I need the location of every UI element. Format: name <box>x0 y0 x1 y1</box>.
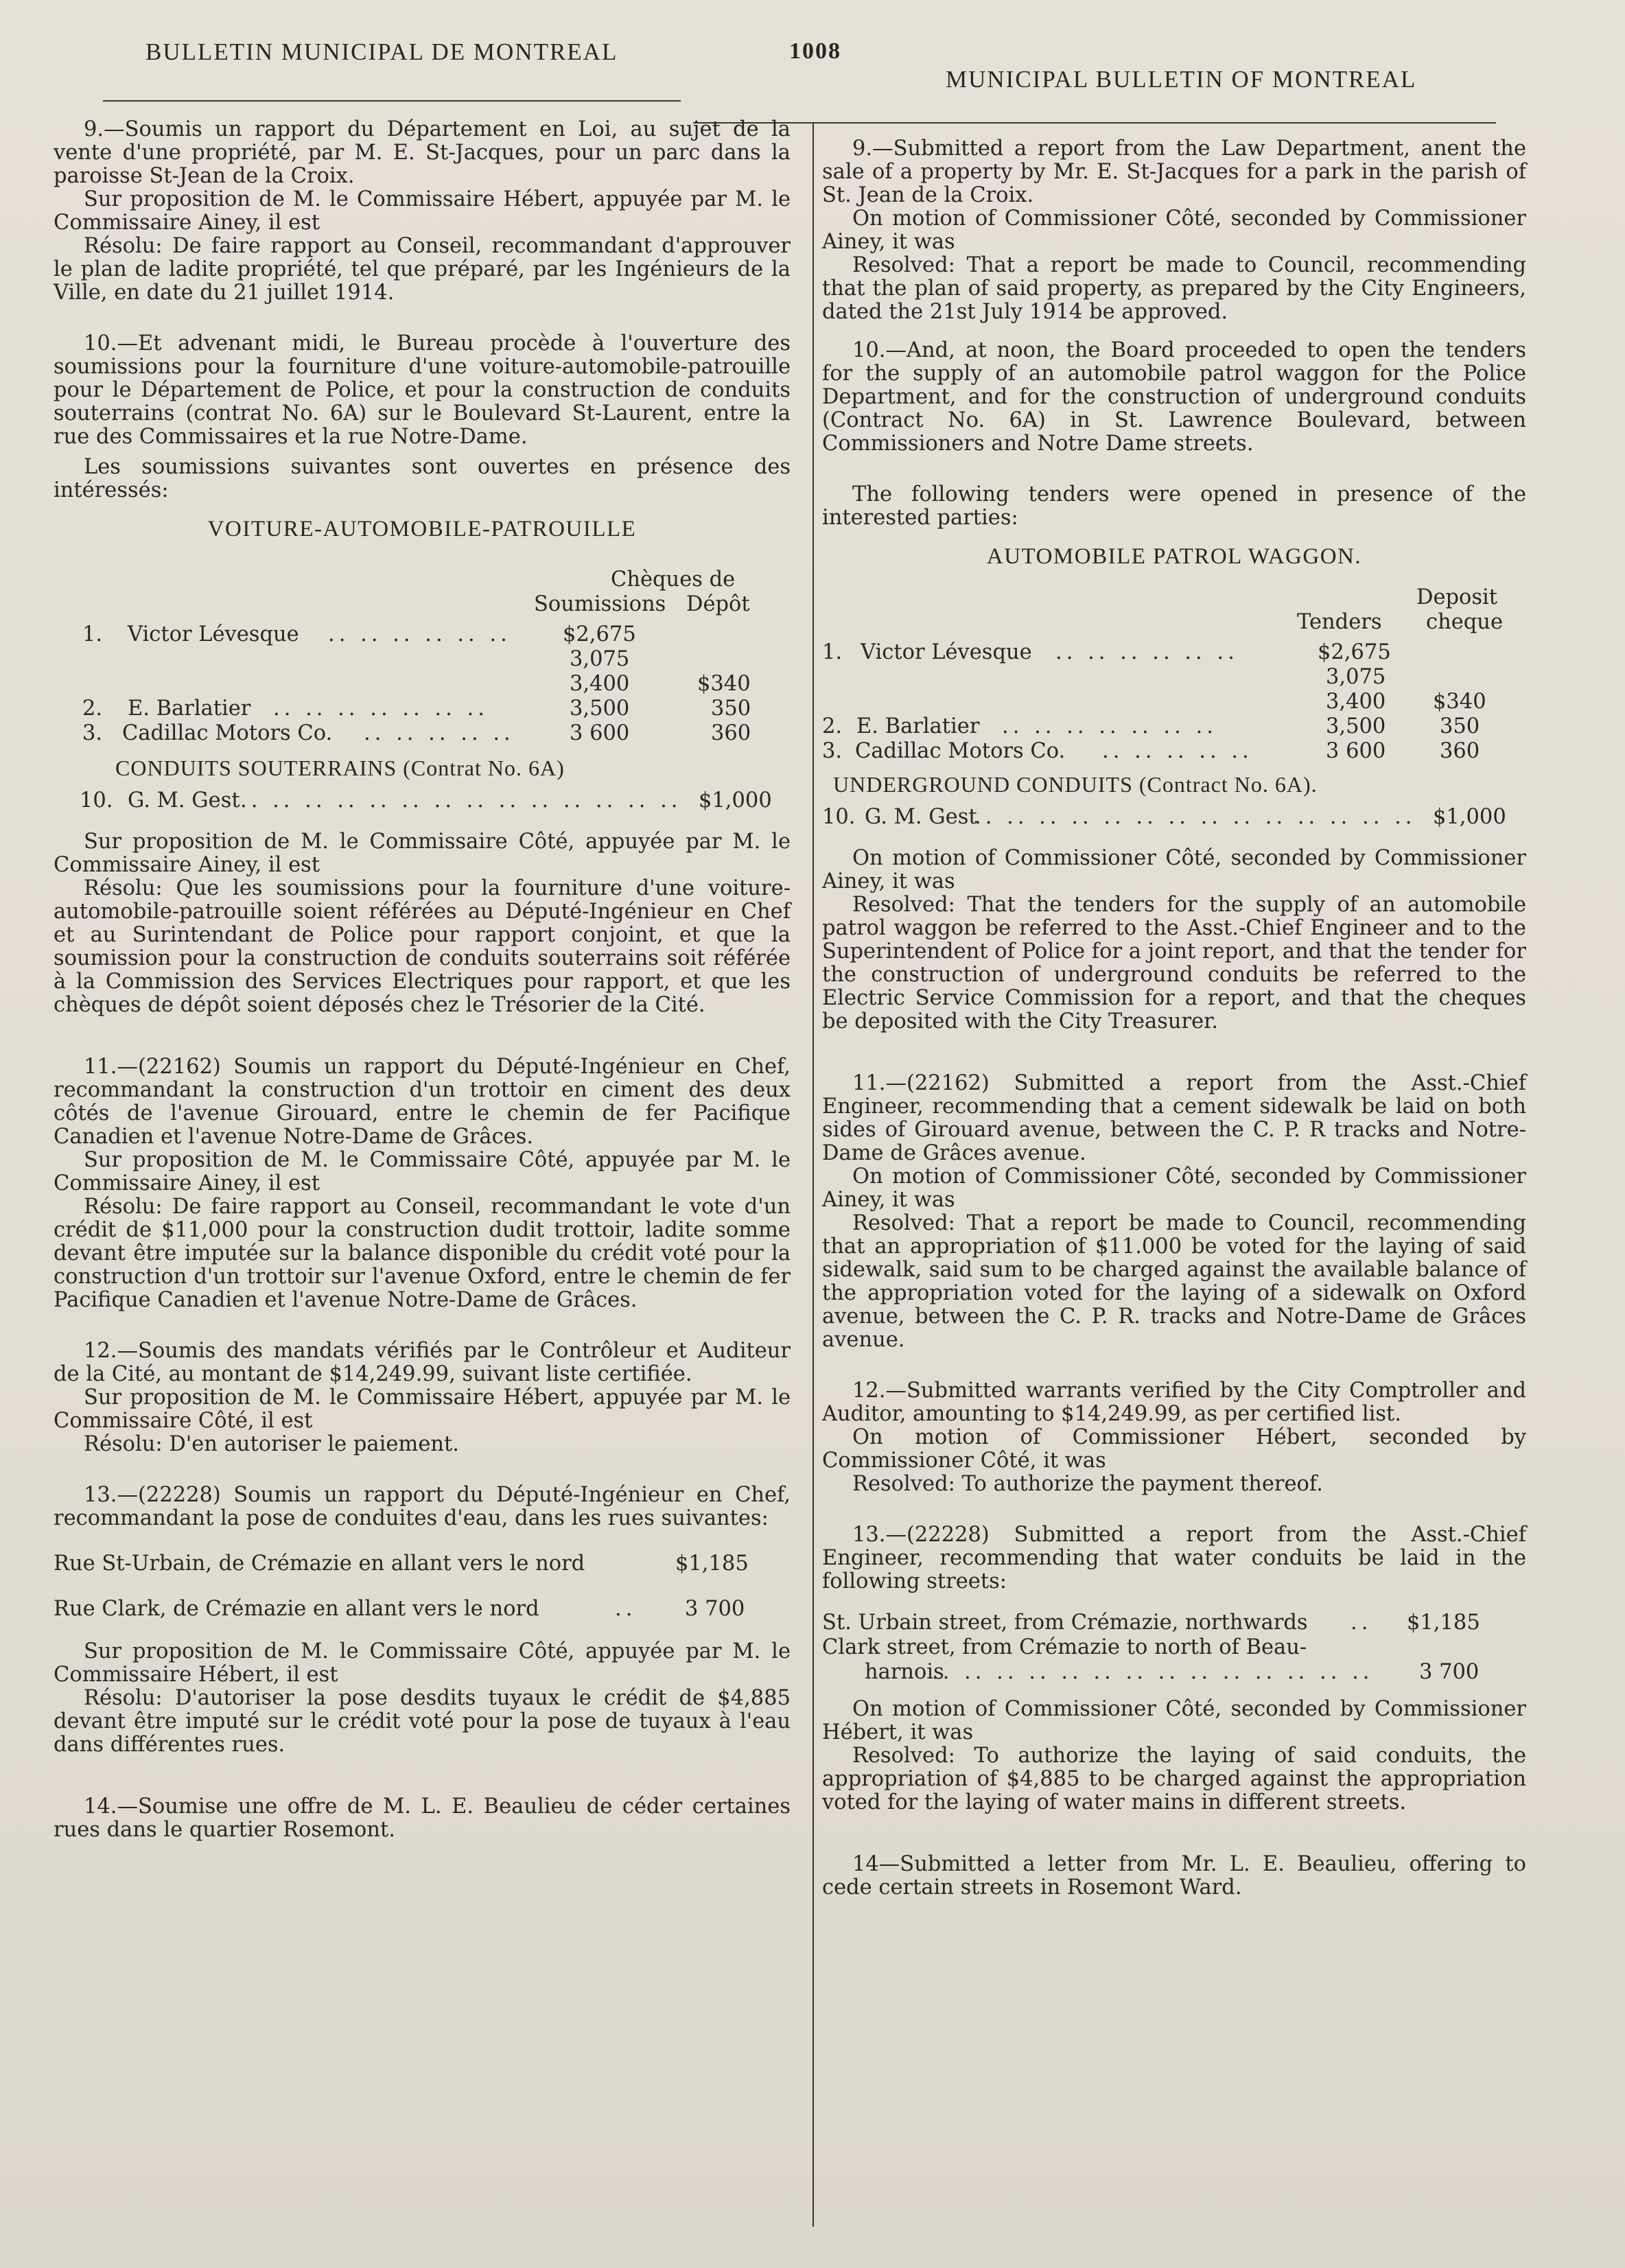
fr-item-10-motion: Sur proposition de M. le Commissaire Côté, appuyée par M. le Commissaire Ainey, il est <box>54 830 791 877</box>
fr-item-12-resolution: Résolu: D'en autoriser le paiement. <box>84 1432 459 1456</box>
fr-item-11-text: 11.—(22162) Soumis un rapport du Député-Ingénieur en Chef, recommandant la construction d'un trottoir en ciment des deux côtés de l'avenue Girouard, entre le chemin de fer Pacifique Canadien et l'avenue Notre-Dame de Grâces. <box>54 1055 791 1149</box>
page-number: 1008 <box>789 38 841 64</box>
en-item-11-motion: On motion of Commissioner Côté, seconded by Commissioner Ainey, it was <box>822 1165 1526 1212</box>
header-left: BULLETIN MUNICIPAL DE MONTREAL <box>145 38 618 65</box>
en-item-12-resolution: Resolved: To authorize the payment thereof. <box>852 1472 1323 1496</box>
en-tender-2-num: 2. <box>822 714 843 738</box>
fr-tender-1-name: Victor Lévesque <box>128 622 299 646</box>
fr-item-10-resolution: Résolu: Que les soumissions pour la fourniture d'une voiture-automobile-patrouille soient référées au Député-Ingénieur en Chef et au Surintendant de Police pour rapport conjoint, et que la soumission pour la construction de conduits souterrains soit référée à la Commission des Services Electriques pour rapport, et que les chèques de dépôt soient déposés chez le Trésorier de la Cité. <box>54 876 791 1017</box>
en-header-deposit: Deposit <box>1416 585 1498 609</box>
en-tender-3-num: 3. <box>822 739 843 763</box>
fr-item-13-resolution: Résolu: D'autoriser la pose desdits tuyaux le crédit de $4,885 devant être imputé sur le crédit voté pour la pose de tuyaux à l'eau dans différentes rues. <box>54 1686 791 1757</box>
en-item-9-motion: On motion of Commissioner Côté, seconded by Commissioner Ainey, it was <box>822 207 1526 254</box>
fr-header-soumissions: Soumissions <box>534 592 666 616</box>
en-street-2-cont: harnois <box>865 1660 944 1684</box>
en-conduit-amount: $1,000 <box>1433 805 1506 829</box>
fr-item-10-text: 10.—Et advenant midi, le Bureau procède à l'ouverture des soumissions pour la fourniture d'une voiture-automobile-patrouille pour le Département de Police, et pour la construction de conduits souterrains (contrat No. 6A) sur le Boulevard St-Laurent, entre la rue des Commissaires et la rue Notre-Dame. <box>54 331 791 449</box>
en-tender-2-name: E. Barlatier <box>856 714 980 738</box>
en-street-1-amount: $1,185 <box>1407 1611 1480 1635</box>
en-tender-1-num: 1. <box>822 640 843 664</box>
en-item-9-text: 9.—Submitted a report from the Law Department, anent the sale of a property by Mr. E. St-Jacques for a park in the parish of St. Jean de la Croix. <box>822 137 1526 207</box>
fr-tender-3-deposit: 360 <box>711 721 751 745</box>
french-column: 9.—Soumis un rapport du Département en Loi, au sujet de la vente d'une propriété, par M. E. St-Jacques, pour un parc dans la paroisse St-Jean de la Croix. Sur proposition de M. le Commissaire Hébert, appuyée par M. le Commissaire Ainey, il est Résolu: De faire rapport au Conseil, recommandant d'approuver le plan de ladite propriété, tel que préparé, par les Ingénieurs de la Ville, en date du 21 juillet 1914. 10.—Et advenant midi, le Bureau procède à l'ouverture des soumissions pour la fourniture d'une voiture-automobile-patrouille pour le Département de Police, et pour la construction de conduits souterrains (contrat No. 6A) sur le Boulevard St-Laurent, entre la rue des Commissaires et la rue Notre-Dame. Les soumissions suivantes sont ouvertes en présence des intéressés: VOITURE-AUTOMOBILE-PATROUILLE Chèques de Soumissions Dépôt 1. Victor Lévesque .. .. .. .. .. .. $2,675 3,075 3,400 $340 2. E. Barlatier .. .. .. .. .. .. .. 3,500 350 3. Cadillac Motors Co. .. .. .. .. .. 3 600 360 CONDUITS SOUTERRAINS (Contrat No. 6A) 10. G. M. Gest .. .. .. .. .. .. .. .. .. .. .. .. .. .. $1,000 Sur proposition de M. le Commissaire Côté, appuyée par M. le Commissaire Ainey, il est Résolu: Que les soumissions pour la fourniture d'une voiture-automobile-patrouille soient référées au Député-Ingénieur en Chef et au Surintendant de Police pour rapport conjoint, et que la soumission pour la construction de conduits souterrains soit référée à la Commission des Services Electriques pour rapport, et que les chèques de dépôt soient déposés chez le Trésorier de la Cité. 11.—(22162) Soumis un rapport du Député-Ingénieur en Chef, recommandant la construction d'un trottoir en ciment des deux côtés de l'avenue Girouard, entre le chemin de fer Pacifique Canadien et l'avenue Notre-Dame de Grâces. Sur proposition de M. le Commissaire Côté, appuyée par M. le Commissaire Ainey, il est Résolu: De faire rapport au Conseil, recommandant le vote d'un crédit de $11,000 pour la construction dudit trottoir, ladite somme devant être imputée sur la balance disponible du crédit voté pour la construction d'un trottoir sur l'avenue Oxford, entre le chemin de fer Pacifique Canadien et l'avenue Notre-Dame de Grâces. 12.—Soumis des mandats vérifiés par le Contrôleur et Auditeur de la Cité, au montant de $14,249.99, suivant liste certifiée. Sur proposition de M. le Commissaire Hébert, appuyée par M. le Commissaire Côté, il est Résolu: D'en autoriser le paiement. 13.—(22228) Soumis un rapport du Député-Ingénieur en Chef, recommandant la pose de conduites d'eau, dans les rues suivantes: Rue St-Urbain, de Crémazie en allant vers le nord $1,185 Rue Clark, de Crémazie en allant vers le nord .. 3 700 Sur proposition de M. le Commissaire Côté, appuyée par M. le Commissaire Hébert, il est Résolu: D'autoriser la pose desdits tuyaux le crédit de $4,885 devant être imputé sur le crédit voté pour la pose de tuyaux à l'eau dans différentes rues. 14.—Soumise une offre de M. L. E. Beaulieu de céder certaines rues dans le quartier Rosemont. <box>54 117 791 1842</box>
fr-item-11-resolution: Résolu: De faire rapport au Conseil, recommandant le vote d'un crédit de $11,000 pour la construction dudit trottoir, ladite somme devant être imputée sur la balance disponible du crédit voté pour la construction d'un trottoir sur l'avenue Oxford, entre le chemin de fer Pacifique Canadien et l'avenue Notre-Dame de Grâces. <box>54 1195 791 1312</box>
en-item-11-resolution: Resolved: That a report be made to Council, recommending that an appropriation of $11.000 be voted for the laying of said sidewalk, said sum to be charged against the available balance of the appropriation voted for the laying of a sidewalk on Oxford avenue, between the C. P. R. tracks and Notre-Dame de Grâces avenue. <box>822 1211 1526 1352</box>
en-section-patrol: AUTOMOBILE PATROL WAGGON. <box>986 544 1362 569</box>
fr-header-cheques: Chèques de <box>611 568 736 592</box>
en-tender-1-amount-2: 3,075 <box>1326 665 1386 689</box>
fr-tender-1-deposit: $340 <box>697 672 751 696</box>
en-section-conduits: UNDERGROUND CONDUITS (Contract No. 6A). <box>833 772 1318 797</box>
en-item-12-motion: On motion of Commissioner Hébert, seconded by Commissioner Côté, it was <box>822 1425 1526 1473</box>
fr-conduit-name: G. M. Gest <box>128 788 240 812</box>
en-item-10-motion: On motion of Commissioner Côté, seconded by Commissioner Ainey, it was <box>822 846 1526 893</box>
en-tender-3-name: Cadillac Motors Co. <box>855 739 1066 763</box>
en-tender-1-amount-3: 3,400 <box>1326 690 1386 714</box>
fr-item-9-text: 9.—Soumis un rapport du Département en Loi, au sujet de la vente d'une propriété, par M. E. St-Jacques, pour un parc dans la paroisse St-Jean de la Croix. <box>54 117 791 188</box>
fr-tender-2-amount: 3,500 <box>570 697 630 721</box>
en-header-tenders: Tenders <box>1297 610 1382 634</box>
en-item-10-resolution: Resolved: That the tenders for the supply of an automobile patrol waggon be referred to the Asst.-Chief Engineer and to the Superintendent of Police for a joint report, and that the tender for the construction of underground conduits be referred to the Electric Service Commission for a report, and that the cheques be deposited with the City Treasurer. <box>822 893 1526 1033</box>
fr-item-14-text: 14.—Soumise une offre de M. L. E. Beaulieu de céder certaines rues dans le quartier Rosemont. <box>54 1794 791 1842</box>
en-tender-1-name: Victor Lévesque <box>861 640 1032 664</box>
en-tender-2-amount: 3,500 <box>1326 714 1386 738</box>
fr-tender-2-name: E. Barlatier <box>128 697 251 721</box>
en-tender-2-deposit: 350 <box>1440 714 1480 738</box>
fr-item-11-motion: Sur proposition de M. le Commissaire Côté, appuyée par M. le Commissaire Ainey, il est <box>54 1148 791 1195</box>
en-item-10-text: 10.—And, at noon, the Board proceeded to open the tenders for the supply of an automobile patrol waggon for the Police Department, and for the construction of underground conduits (Contract No. 6A) in St. Lawrence Boulevard, between Commissioners and Notre Dame streets. <box>822 338 1526 456</box>
fr-item-9-motion: Sur proposition de M. le Commissaire Hébert, appuyée par M. le Commissaire Ainey, il est <box>54 187 791 235</box>
en-street-2: Clark street, from Crémazie to north of Beau- <box>822 1635 1307 1659</box>
fr-item-13-motion: Sur proposition de M. le Commissaire Côté, appuyée par M. le Commissaire Hébert, il est <box>54 1639 791 1687</box>
fr-tender-3-num: 3. <box>82 721 103 745</box>
en-tender-1-deposit: $340 <box>1433 690 1486 714</box>
fr-street-2: Rue Clark, de Crémazie en allant vers le nord <box>54 1597 539 1621</box>
fr-item-13-text: 13.—(22228) Soumis un rapport du Député-Ingénieur en Chef, recommandant la pose de conduites d'eau, dans les rues suivantes: <box>54 1483 791 1530</box>
column-divider <box>812 124 814 2227</box>
en-item-13-resolution: Resolved: To authorize the laying of said conduits, the appropriation of $4,885 to be charged against the appropriation voted for the laying of water mains in different streets. <box>822 1744 1526 1814</box>
en-street-2-amount: 3 700 <box>1419 1660 1480 1684</box>
fr-tender-1-amount-1: $2,675 <box>563 622 636 646</box>
en-item-14-text: 14—Submitted a letter from Mr. L. E. Beaulieu, offering to cede certain streets in Rosemont Ward. <box>822 1852 1526 1899</box>
en-item-11-text: 11.—(22162) Submitted a report from the Asst.-Chief Engineer, recommending that a cement sidewalk be laid on both sides of Girouard avenue, between the C. P. R tracks and Notre-Dame de Grâces avenue. <box>822 1071 1526 1165</box>
fr-tender-2-num: 2. <box>82 697 103 721</box>
fr-street-1: Rue St-Urbain, de Crémazie en allant vers le nord <box>54 1552 585 1576</box>
fr-header-depot: Dépôt <box>686 592 750 616</box>
fr-section-conduits: CONDUITS SOUTERRAINS (Contrat No. 6A) <box>115 756 565 780</box>
fr-item-9-resolution: Résolu: De faire rapport au Conseil, recommandant d'approuver le plan de ladite propriété, tel que préparé, par les Ingénieurs de la Ville, en date du 21 juillet 1914. <box>54 234 791 305</box>
en-item-9-resolution: Resolved: That a report be made to Council, recommending that the plan of said property, as prepared by the City Engineers, dated the 21st July 1914 be approved. <box>822 253 1526 324</box>
en-conduit-num: 10. <box>822 805 856 829</box>
fr-tender-1-amount-2: 3,075 <box>570 647 630 671</box>
fr-street-2-amount: 3 700 <box>685 1597 745 1621</box>
en-header-cheque: cheque <box>1426 610 1503 634</box>
en-tender-3-amount: 3 600 <box>1326 739 1386 763</box>
fr-conduit-num: 10. <box>80 788 113 812</box>
en-tender-1-amount-1: $2,675 <box>1318 640 1391 664</box>
header-rule-left <box>103 100 681 102</box>
english-column: 9.—Submitted a report from the Law Department, anent the sale of a property by Mr. E. St-Jacques for a park in the parish of St. Jean de la Croix. On motion of Commissioner Côté, seconded by Commissioner Ainey, it was Resolved: That a report be made to Council, recommending that the plan of said property, as prepared by the City Engineers, dated the 21st July 1914 be approved. 10.—And, at noon, the Board proceeded to open the tenders for the supply of an automobile patrol waggon for the Police Department, and for the construction of underground conduits (Contract No. 6A) in St. Lawrence Boulevard, between Commissioners and Notre Dame streets. The following tenders were opened in presence of the interested parties: AUTOMOBILE PATROL WAGGON. Deposit Tenders cheque 1. Victor Lévesque .. .. .. .. .. .. $2,675 3,075 3,400 $340 2. E. Barlatier .. .. .. .. .. .. .. 3,500 350 3. Cadillac Motors Co. .. .. .. .. .. 3 600 360 UNDERGROUND CONDUITS (Contract No. 6A). 10. G. M. Gest .. .. .. .. .. .. .. .. .. .. .. .. .. .. $1,000 On motion of Commissioner Côté, seconded by Commissioner Ainey, it was Resolved: That the tenders for the supply of an automobile patrol waggon be referred to the Asst.-Chief Engineer and to the Superintendent of Police for a joint report, and that the tender for the construction of underground conduits be referred to the Electric Service Commission for a report, and that the cheques be deposited with the City Treasurer. 11.—(22162) Submitted a report from the Asst.-Chief Engineer, recommending that a cement sidewalk be laid on both sides of Girouard avenue, between the C. P. R tracks and Notre-Dame de Grâces avenue. On motion of Commissioner Côté, seconded by Commissioner Ainey, it was Resolved: That a report be made to Council, recommending that an appropriation of $11.000 be voted for the laying of said sidewalk, said sum to be charged against the available balance of the appropriation voted for the laying of a sidewalk on Oxford avenue, between the C. P. R. tracks and Notre-Dame de Grâces avenue. 12.—Submitted warrants verified by the City Comptroller and Auditor, amounting to $14,249.99, as per certified list. On motion of Commissioner Hébert, seconded by Commissioner Côté, it was Resolved: To authorize the payment thereof. 13.—(22228) Submitted a report from the Asst.-Chief Engineer, recommending that water conduits be laid in the following streets: St. Urbain street, from Crémazie, northwards .. $1,185 Clark street, from Crémazie to north of Beau- harnois .. .. .. .. .. .. .. .. .. .. .. .. .. .. 3 700 On motion of Commissioner Côté, seconded by Commissioner Hébert, it was Resolved: To authorize the laying of said conduits, the appropriation of $4,885 to be charged against the appropriation voted for the laying of water mains in different streets. 14—Submitted a letter from Mr. L. E. Beaulieu, offering to cede certain streets in Rosemont Ward. <box>822 137 1526 1899</box>
fr-street-1-amount: $1,185 <box>675 1552 749 1576</box>
fr-conduit-amount: $1,000 <box>699 788 772 812</box>
fr-tender-3-amount: 3 600 <box>570 721 630 745</box>
en-conduit-name: G. M. Gest <box>865 805 977 829</box>
en-item-13-motion: On motion of Commissioner Côté, seconded by Commissioner Hébert, it was <box>822 1697 1526 1744</box>
fr-tender-1-num: 1. <box>82 622 103 646</box>
fr-item-10-intro: Les soumissions suivantes sont ouvertes en présence des intéressés: <box>54 455 791 502</box>
en-item-12-text: 12.—Submitted warrants verified by the City Comptroller and Auditor, amounting to $14,249.99, as per certified list. <box>822 1379 1526 1426</box>
en-tender-3-deposit: 360 <box>1440 739 1480 763</box>
fr-tender-2-deposit: 350 <box>711 697 751 721</box>
header-right: MUNICIPAL BULLETIN OF MONTREAL <box>946 66 1417 93</box>
fr-item-12-motion: Sur proposition de M. le Commissaire Hébert, appuyée par M. le Commissaire Côté, il est <box>54 1386 791 1433</box>
en-item-13-text: 13.—(22228) Submitted a report from the Asst.-Chief Engineer, recommending that water conduits be laid in the following streets: <box>822 1523 1526 1593</box>
fr-tender-3-name: Cadillac Motors Co. <box>122 721 333 745</box>
fr-section-patrol: VOITURE-AUTOMOBILE-PATROUILLE <box>207 517 637 541</box>
fr-tender-1-amount-3: 3,400 <box>570 672 630 696</box>
en-street-1: St. Urbain street, from Crémazie, northwards <box>822 1611 1308 1635</box>
fr-item-12-text: 12.—Soumis des mandats vérifiés par le Contrôleur et Auditeur de la Cité, au montant de $14,249.99, suivant liste certifiée. <box>54 1339 791 1386</box>
en-item-10-intro: The following tenders were opened in presence of the interested parties: <box>822 482 1526 530</box>
